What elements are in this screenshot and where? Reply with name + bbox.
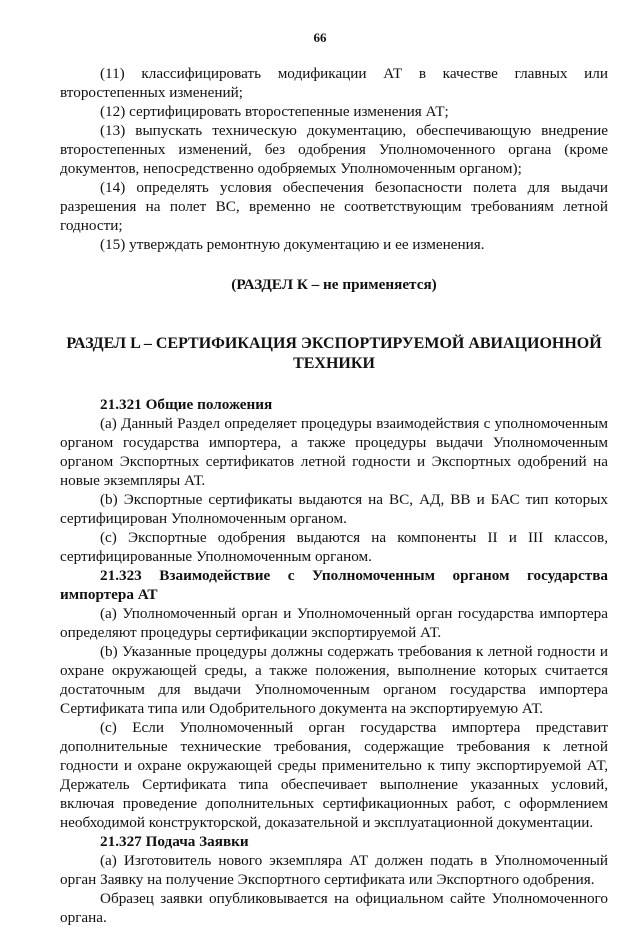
- section-l-title: РАЗДЕЛ L – СЕРТИФИКАЦИЯ ЭКСПОРТИРУЕМОЙ АВИАЦИОННОЙ ТЕХНИКИ: [66, 335, 602, 372]
- list-item-14: (14) определять условия обеспечения безопасности полета для выдачи разрешения на полет ВС, временно не соответствующим требованиям летной годности;: [60, 179, 608, 234]
- paragraph-21-327-sample: Образец заявки опубликовывается на официальном сайте Уполномоченного органа.: [60, 890, 608, 926]
- section-k-heading: (РАЗДЕЛ К – не применяется): [231, 276, 437, 293]
- heading-21-323: 21.323 Взаимодействие с Уполномоченным органом государства импортера АТ: [60, 567, 608, 603]
- list-item-11: (11) классифицировать модификации АТ в качестве главных или второстепенных изменений;: [60, 65, 608, 101]
- page-number: 66: [313, 30, 327, 45]
- list-item-12: (12) сертифицировать второстепенные изменения АТ;: [100, 103, 449, 120]
- paragraph-21-323-a: (а) Уполномоченный орган и Уполномоченный орган государства импортера определяют процедуры сертификации экспортируемой АТ.: [60, 605, 608, 641]
- document-body: [60, 64, 608, 927]
- paragraph-21-323-c: (с) Если Уполномоченный орган государства импортера представит дополнительные технические требования, содержащие требования к летной годности и охране окружающей среды применительно к типу экспортируемой АТ, Держатель Сертификата типа обеспечивает выполнение указанных условий, включая проведение дополнительных сертификационных работ, с оформлением необходимой конструкторской, доказательной и эксплуатационной документации.: [60, 719, 608, 831]
- paragraph-21-327-a: (а) Изготовитель нового экземпляра АТ должен подать в Уполномоченный орган Заявку на получение Экспортного сертификата или Экспортного одобрения.: [60, 852, 608, 888]
- paragraph-21-323-b: (b) Указанные процедуры должны содержать требования к летной годности и охране окружающей среды, а также положения, выполнение которых считается достаточным для выдачи Уполномоченным органом государства импортера Сертификата типа или Одобрительного документа на экспортируемую АТ.: [60, 643, 608, 717]
- list-item-13: (13) выпускать техническую документацию, обеспечивающую внедрение второстепенных изменений, без одобрения Уполномоченного органа (кроме документов, непосредственно одобряемых Уполномоченным органом);: [60, 122, 608, 177]
- list-item-15: (15) утверждать ремонтную документацию и ее изменения.: [100, 236, 485, 253]
- heading-21-327: 21.327 Подача Заявки: [100, 833, 249, 850]
- paragraph-21-321-c: (с) Экспортные одобрения выдаются на компоненты II и III классов, сертифицированные Уполномоченным органом.: [60, 529, 608, 565]
- paragraph-21-321-a: (а) Данный Раздел определяет процедуры взаимодействия с уполномоченным органом государства импортера, а также процедуры выдачи Уполномоченным органом Экспортных сертификатов летной годности и Экспортных одобрений на новые экземпляры АТ.: [60, 415, 608, 489]
- paragraph-21-321-b: (b) Экспортные сертификаты выдаются на ВС, АД, ВВ и БАС тип которых сертифицирован Уполномоченным органом.: [60, 491, 608, 527]
- heading-21-321: 21.321 Общие положения: [100, 396, 273, 413]
